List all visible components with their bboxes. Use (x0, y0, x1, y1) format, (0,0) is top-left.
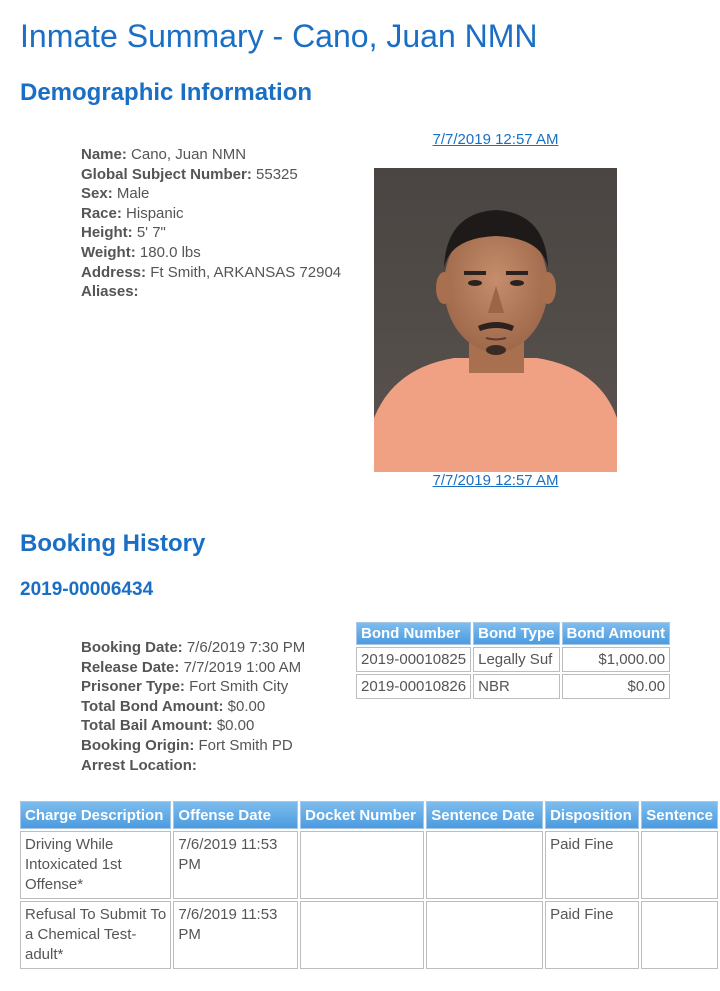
sentence-date-cell (426, 901, 543, 969)
bond-type-cell: NBR (473, 674, 559, 699)
charges-table (18, 799, 720, 971)
bond-amount-cell: $0.00 (562, 674, 671, 699)
charges-table-container[interactable] (18, 799, 720, 979)
demographic-fields (81, 145, 341, 302)
table-row (20, 831, 718, 899)
field-prisoner-type: Prisoner Type: Fort Smith City (81, 678, 289, 696)
charge-description-cell: Driving While Intoxicated 1st Offense* (20, 831, 171, 899)
field-address: Address: Ft Smith, ARKANSAS 72904 (81, 263, 342, 281)
field-release-date: Release Date: 7/7/2019 1:00 AM (81, 658, 302, 676)
charge-header-sentence: Sentence (641, 801, 718, 829)
photo-1-date-link[interactable]: 7/7/2019 12:57 AM (432, 131, 559, 148)
bond-type-cell: Legally Suf (473, 647, 559, 672)
charge-header-disposition: Disposition (545, 801, 639, 829)
offense-date-cell: 7/6/2019 11:53 PM (173, 831, 298, 899)
field-total-bail-amount: Total Bail Amount: $0.00 (81, 717, 255, 735)
photo-2-date-link[interactable]: 7/7/2019 12:57 AM (432, 472, 559, 489)
field-booking-origin: Booking Origin: Fort Smith PD (81, 736, 293, 754)
charge-header-offense-date: Offense Date (173, 801, 298, 829)
bond-table (354, 620, 672, 701)
table-row (356, 647, 670, 672)
bond-header-amount: Bond Amount (562, 622, 671, 645)
page-title: Inmate Summary - Cano, Juan NMN (20, 18, 538, 54)
field-total-bond-amount: Total Bond Amount: $0.00 (81, 697, 266, 715)
field-arrest-location: Arrest Location: (81, 756, 197, 774)
docket-number-cell (300, 901, 424, 969)
sentence-cell (641, 901, 718, 969)
charge-header-docket-number: Docket Number (300, 801, 424, 829)
table-row (20, 901, 718, 969)
field-weight: Weight: 180.0 lbs (81, 243, 201, 261)
field-height: Height: 5' 7" (81, 224, 166, 242)
charge-header-description: Charge Description (20, 801, 171, 829)
mugshot-photo-2[interactable] (374, 168, 617, 472)
disposition-cell: Paid Fine (545, 831, 639, 899)
charge-description-cell: Refusal To Submit To a Chemical Test-adult* (20, 901, 171, 969)
demographics-heading: Demographic Information (20, 79, 313, 106)
mugshot-image-2 (374, 168, 617, 472)
field-booking-date: Booking Date: 7/6/2019 7:30 PM (81, 639, 306, 656)
bond-table-header (356, 622, 670, 645)
disposition-cell: Paid Fine (545, 901, 639, 969)
sentence-date-cell (426, 831, 543, 899)
docket-number-cell (300, 831, 424, 899)
bond-number-cell: 2019-00010825 (356, 647, 471, 672)
booking-history-heading: Booking History (20, 530, 206, 557)
charges-table-header (20, 801, 718, 829)
field-global-subject-number: Global Subject Number: 55325 (81, 165, 298, 183)
bond-header-type: Bond Type (473, 622, 559, 645)
bond-header-number: Bond Number (356, 622, 471, 645)
field-race: Race: Hispanic (81, 204, 184, 222)
field-name: Name: Cano, Juan NMN (81, 146, 247, 163)
booking-fields (81, 638, 305, 775)
booking-number: 2019-00006434 (20, 579, 154, 600)
field-sex: Sex: Male (81, 185, 150, 203)
table-row (356, 674, 670, 699)
offense-date-cell: 7/6/2019 11:53 PM (173, 901, 298, 969)
field-aliases: Aliases: (81, 283, 139, 301)
sentence-cell (641, 831, 718, 899)
charge-header-sentence-date: Sentence Date (426, 801, 543, 829)
bond-number-cell: 2019-00010826 (356, 674, 471, 699)
bond-amount-cell: $1,000.00 (562, 647, 671, 672)
